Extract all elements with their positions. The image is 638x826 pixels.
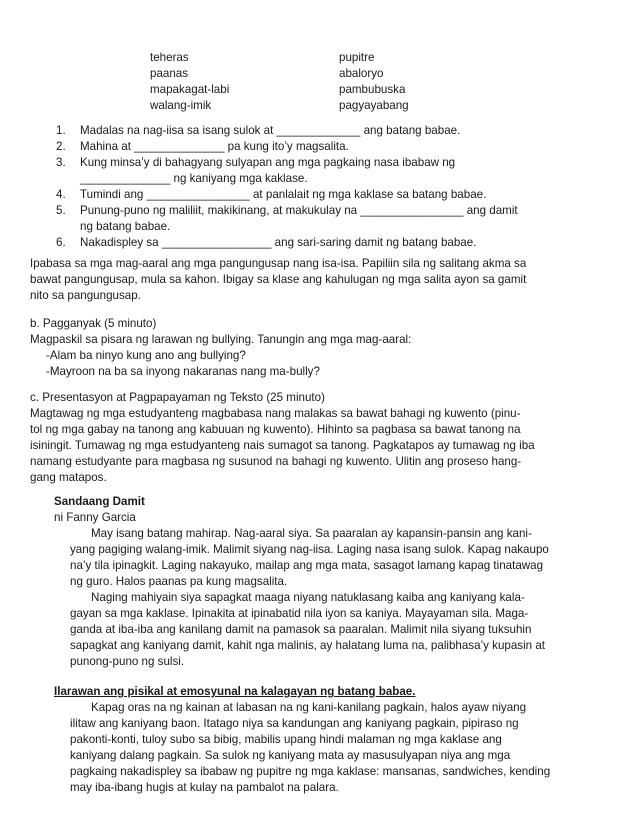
word-bank-item: teheras	[150, 51, 189, 64]
question-text: Tumindi ang ________________ at panlalait ng mga kaklase sa batang babae.	[80, 188, 487, 201]
text-line: gang matapos.	[30, 471, 107, 484]
motivation-question: -Mayroon na ba sa inyong nakaranas nang ma-bully?	[46, 365, 320, 378]
question-number: 4.	[56, 188, 66, 201]
story-line: sapagkat ang kaniyang damit, kahit nga malinis, ay halatang luma na, palibhasa’y kupasin at	[70, 639, 545, 652]
story-line: gayan sa mga kaklase. Ipinakita at ipinabatid nila iyon sa kaniya. Mayayaman sila. Maga-	[70, 607, 529, 620]
story-line: pagkaing nakadispley sa ibabaw ng pupitre ng mga kaklase: mansanas, sandwiches, kending	[70, 765, 551, 778]
story-section	[54, 494, 614, 796]
text-line: isiningit. Tumawag ng mga estudyanteng nais sumagot sa tanong. Pagkatapos ay tumawag ng iba	[30, 439, 535, 452]
question-item	[56, 155, 596, 187]
word-bank-item: pambubuska	[339, 83, 406, 96]
story-line: na’y tila ipinagkit. Laging nakayuko, mailap ang mga mata, sasagot lamang kapag tinatawag	[70, 559, 544, 572]
word-bank-item: pupitre	[339, 51, 375, 64]
motivation-question: -Alam ba ninyo kung ano ang bullying?	[46, 349, 246, 362]
word-bank-item: abaloryo	[339, 67, 384, 80]
story-line: ng guro. Halos paanas pa kung magsalita.	[70, 575, 288, 588]
story-line: Naging mahiyain siya sapagkat maaga niyang natuklasang kaiba ang kaniyang kala-	[91, 591, 525, 604]
question-number: 1.	[56, 124, 66, 137]
question-number: 6.	[56, 236, 66, 249]
story-author: ni Fanny Garcia	[54, 511, 136, 524]
question-number: 2.	[56, 140, 66, 153]
question-item	[56, 235, 596, 251]
word-bank-item: walang-imik	[150, 99, 212, 112]
section-heading: c. Presentasyon at Pagpapayaman ng Teksto (25 minuto)	[30, 391, 325, 404]
story-line: May isang batang mahirap. Nag-aaral siya. Sa paaralan ay kapansin-pansin ang kani-	[91, 527, 532, 540]
story-line: ilitaw ang kaniyang baon. Itatago niya sa kandungan ang kaniyang pagkain, pipiraso ng	[70, 717, 519, 730]
question-item	[56, 123, 596, 139]
story-line: punong-puno ng sulsi.	[70, 655, 185, 668]
guide-question: Ilarawan ang pisikal at emosyunal na kalagayan ng batang babae.	[54, 685, 416, 698]
question-text: Punung-puno ng maliliit, makikinang, at makukulay na ________________ ang damit	[80, 204, 518, 217]
story-line: ganda at iba-iba ang kanilang damit na pamasok sa paaralan. Malimit nila siyang tuksuhin	[70, 623, 532, 636]
story-line: pakonti-konti, tuloy subo sa bibig, mabilis upang hindi malaman ng mga kaklase ang	[70, 733, 502, 746]
question-list	[56, 123, 596, 251]
question-number: 3.	[56, 156, 66, 169]
question-item	[56, 139, 596, 155]
story-line: yang pagiging walang-imik. Malimit siyang nag-iisa. Laging nasa isang sulok. Kapag nakaupo	[70, 543, 549, 556]
question-text: ng batang babae.	[80, 220, 171, 233]
text-line: Magtawag ng mga estudyanteng magbabasa nang malakas sa bawat bahagi ng kuwento (pinu-	[30, 407, 521, 420]
story-title: Sandaang Damit	[54, 495, 145, 508]
word-bank-left-column	[150, 50, 229, 114]
presentasyon-section	[30, 390, 600, 486]
text-line: Ipabasa sa mga mag-aaral ang mga pangungusap nang isa-isa. Papiliin sila ng salitang akma sa	[30, 257, 527, 270]
story-line: kaniyang dalang pagkain. Sa sulok ng kaniyang mata ay masusulyapan niya ang mga	[70, 749, 511, 762]
instruction-paragraph	[30, 256, 600, 304]
question-item	[56, 187, 596, 203]
text-line: namang estudyante para magbasa ng susunod na bahagi ng kuwento. Ulitin ang proseso hang-	[30, 455, 522, 468]
section-heading: b. Pagganyak (5 minuto)	[30, 317, 157, 330]
word-bank-item: paanas	[150, 67, 189, 80]
text-line: Magpaskil sa pisara ng larawan ng bullying. Tanungin ang mga mag-aaral:	[30, 333, 412, 346]
word-bank-item: mapakagat-labi	[150, 83, 230, 96]
question-number: 5.	[56, 204, 66, 217]
word-bank-right-column	[339, 50, 409, 114]
question-text: Kung minsa’y di bahagyang sulyapan ang mga pagkaing nasa ibabaw ng	[80, 156, 456, 169]
text-line: tol ng mga gabay na tanong ang kabuuan ng kuwento). Hihinto sa pagbasa sa bawat tanong na	[30, 423, 521, 436]
pagganyak-section	[30, 316, 600, 380]
question-text: Madalas na nag-iisa sa isang sulok at _____________ ang batang babae.	[80, 124, 461, 137]
story-line: Kapag oras na ng kainan at labasan na ng kani-kanilang pagkain, halos ayaw niyang	[91, 701, 527, 714]
word-bank-item: pagyayabang	[339, 99, 409, 112]
question-text: Mahina at ______________ pa kung ito’y magsalita.	[80, 140, 349, 153]
story-line: may iba-ibang hugis at kulay na pambalot na palara.	[70, 781, 339, 794]
question-item	[56, 203, 596, 235]
text-line: nito sa pangungusap.	[30, 289, 141, 302]
text-line: bawat pangungusap, mula sa kahon. Ibigay sa klase ang kahulugan ng mga salita ayon sa gamit	[30, 273, 527, 286]
question-text: ______________ ng kaniyang mga kaklase.	[80, 172, 308, 185]
question-text: Nakadispley sa _________________ ang sari-saring damit ng batang babae.	[80, 236, 477, 249]
